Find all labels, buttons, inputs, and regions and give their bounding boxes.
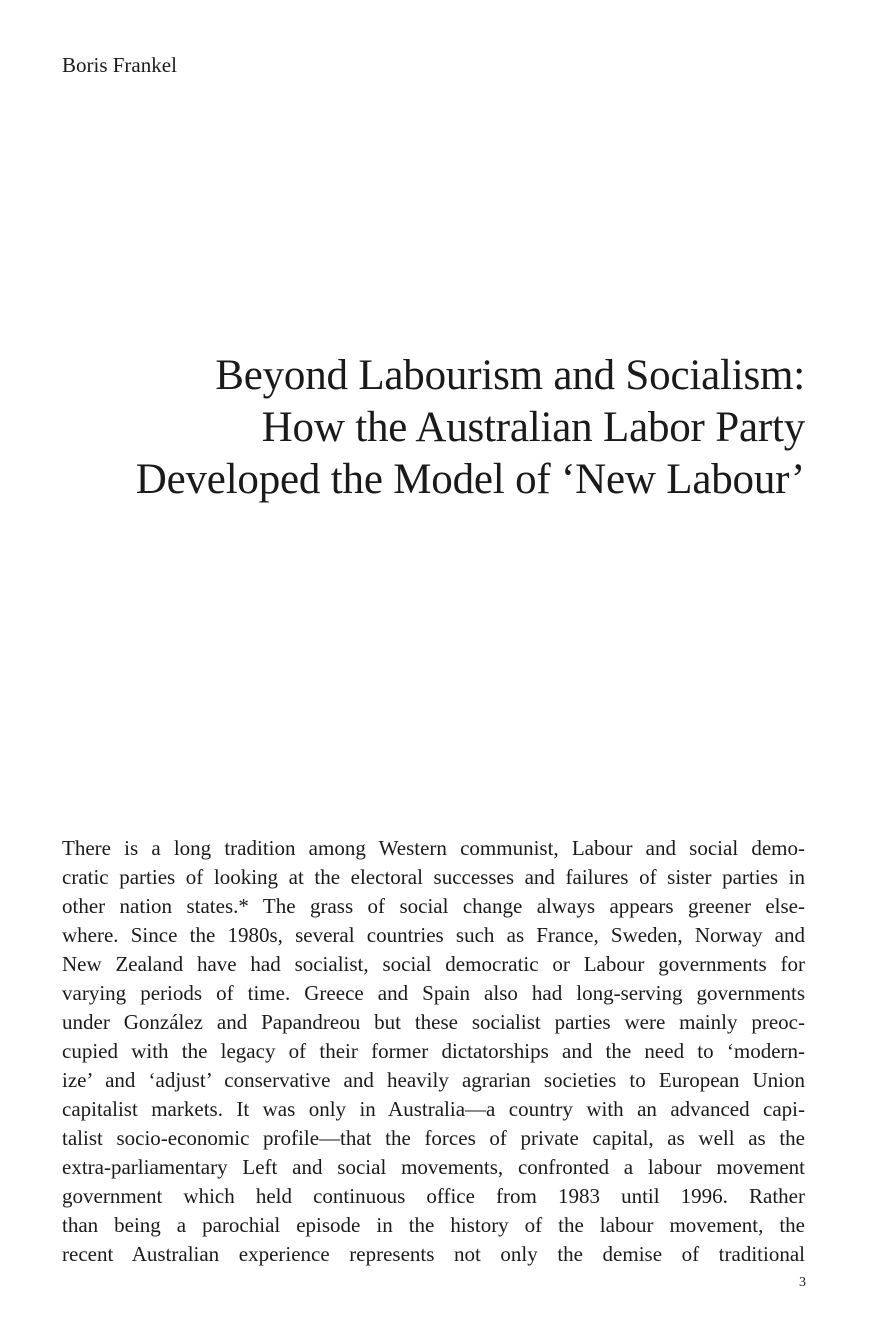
article-title (62, 350, 805, 506)
body-line: recent Australian experience represents not only the demise of traditional (62, 1242, 805, 1266)
title-line: Beyond Labourism and Socialism: (215, 352, 805, 399)
body-line: cratic parties of looking at the electoral successes and failures of sister parties in (62, 865, 805, 889)
author-name: Boris Frankel (62, 53, 177, 77)
body-line: than being a parochial episode in the history of the labour movement, the (62, 1213, 805, 1237)
body-line: talist socio-economic profile—that the forces of private capital, as well as the (62, 1126, 805, 1150)
title-line: Developed the Model of ‘New Labour’ (135, 456, 805, 503)
body-line: government which held continuous office from 1983 until 1996. Rather (62, 1184, 805, 1208)
body-line: There is a long tradition among Western communist, Labour and social demo- (62, 836, 805, 860)
body-line: ize’ and ‘adjust’ conservative and heavily agrarian societies to European Union (62, 1068, 805, 1092)
page-number: 3 (799, 1275, 806, 1290)
body-line: varying periods of time. Greece and Spain also had long-serving governments (62, 981, 805, 1005)
body-line: New Zealand have had socialist, social democratic or Labour governments for (62, 952, 805, 976)
body-line: extra-parliamentary Left and social movements, confronted a labour movement (62, 1155, 805, 1179)
body-line: other nation states.* The grass of social change always appears greener else- (62, 894, 805, 918)
title-line: How the Australian Labor Party (261, 404, 805, 451)
body-line: capitalist markets. It was only in Australia—a country with an advanced capi- (62, 1097, 805, 1121)
body-line: cupied with the legacy of their former dictatorships and the need to ‘modern- (62, 1039, 805, 1063)
body-line: under González and Papandreou but these socialist parties were mainly preoc- (62, 1010, 805, 1034)
body-line: where. Since the 1980s, several countries such as France, Sweden, Norway and (62, 923, 805, 947)
body-paragraph (62, 834, 805, 1269)
